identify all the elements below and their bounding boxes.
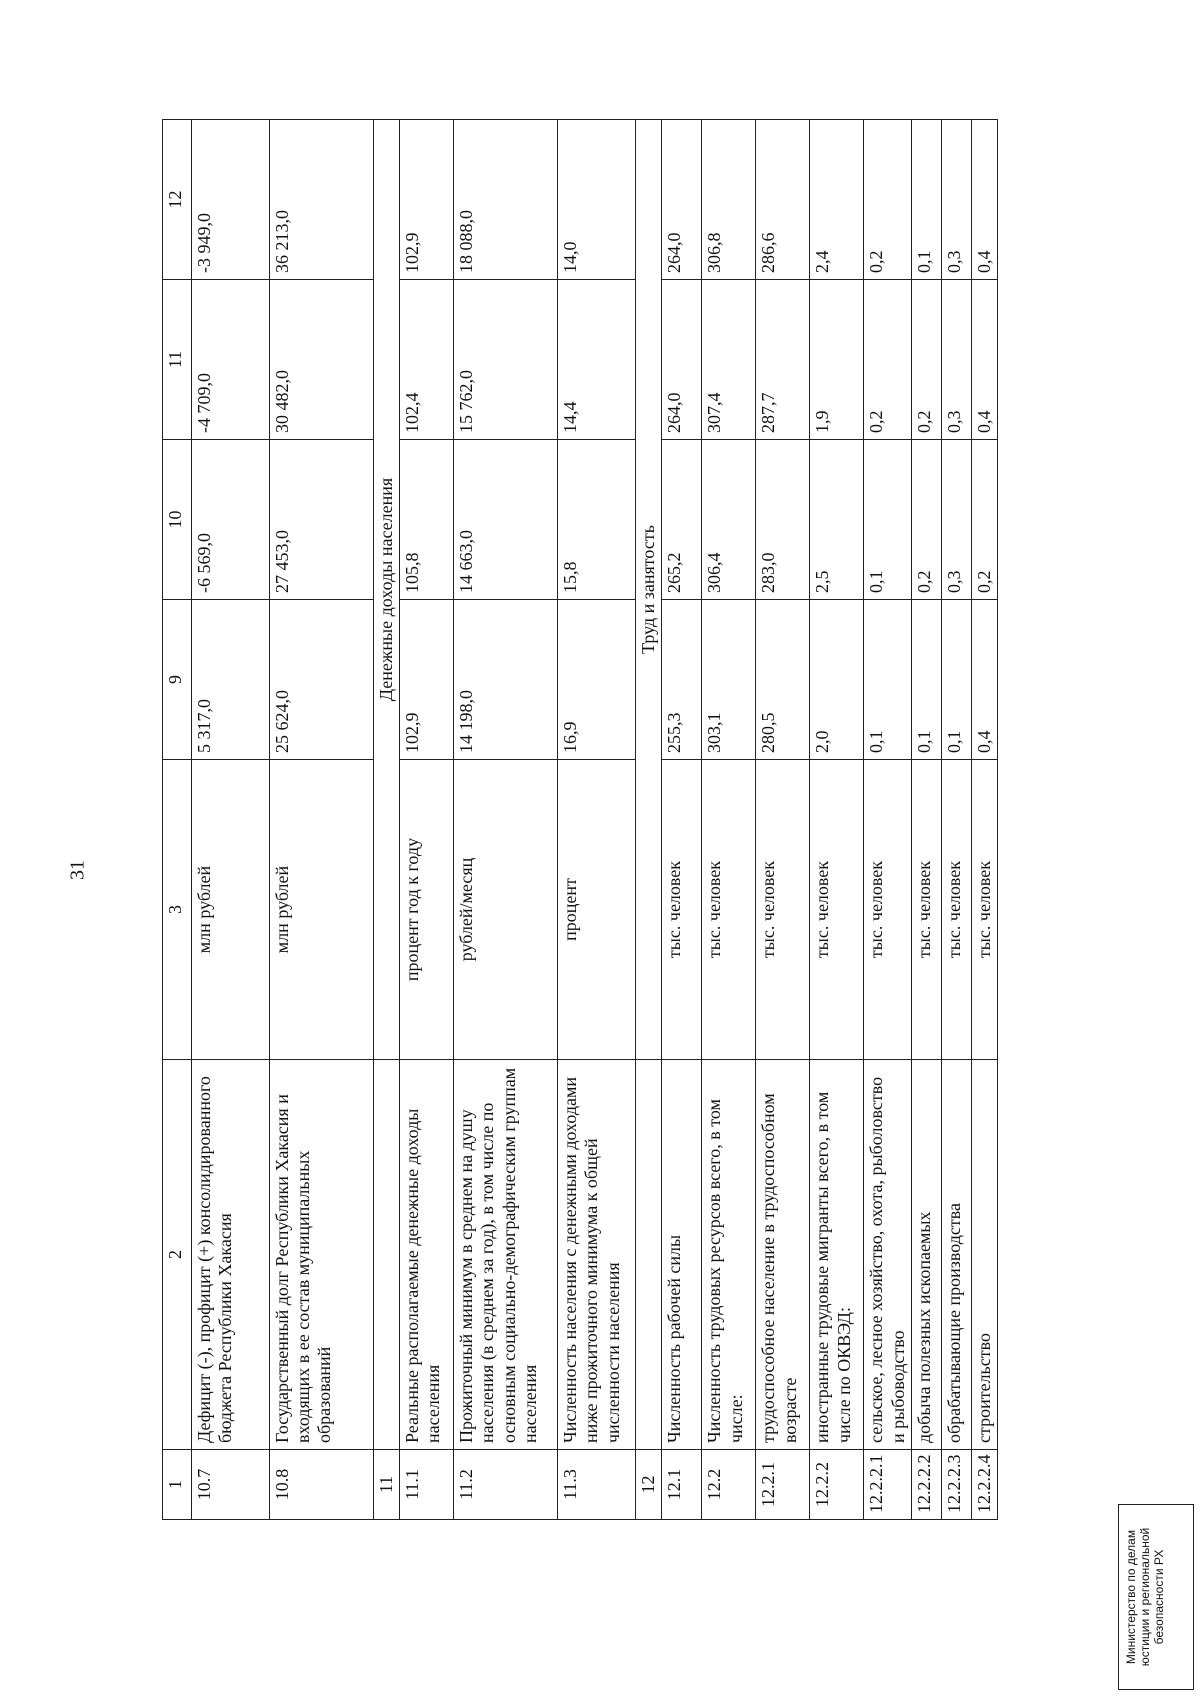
row-code: 12.1 (662, 1450, 702, 1520)
stamp-line: Министерство по делам (1124, 1529, 1138, 1665)
value-col-10: 283,0 (756, 440, 810, 600)
value-col-9: 280,5 (756, 600, 810, 760)
row-unit: тыс. человек (662, 760, 702, 1060)
row-unit: тыс. человек (941, 760, 971, 1060)
row-name: Реальные располагаемые денежные доходы населения (400, 1060, 454, 1450)
value-col-12: 0,4 (971, 120, 997, 280)
row-name: иностранные трудовые мигранты всего, в том числе по ОКВЭД: (810, 1060, 864, 1450)
table-row (941, 120, 971, 1520)
value-col-11: 287,7 (756, 280, 810, 440)
header-cell: 2 (163, 1060, 192, 1450)
value-col-10: 0,1 (864, 440, 911, 600)
table-row (192, 120, 270, 1520)
header-cell: 10 (163, 440, 192, 600)
row-name: добыча полезных ископаемых (911, 1060, 941, 1450)
table-row (662, 120, 702, 1520)
value-col-12: 102,9 (400, 120, 454, 280)
table-row (702, 120, 756, 1520)
header-row (163, 120, 192, 1520)
row-unit: млн рублей (192, 760, 270, 1060)
section-title: Денежные доходы населения (374, 120, 400, 1060)
value-col-12: -3 949,0 (192, 120, 270, 280)
value-col-10: 15,8 (558, 440, 636, 600)
row-code: 10.8 (270, 1450, 374, 1520)
header-cell: 12 (163, 120, 192, 280)
row-unit: рублей/месяц (454, 760, 558, 1060)
value-col-10: 0,2 (911, 440, 941, 600)
row-name: Прожиточный минимум в среднем на душу населения (в среднем за год), в том числе по основным социально-демографическим группам населения (454, 1060, 558, 1450)
value-col-11: -4 709,0 (192, 280, 270, 440)
value-col-12: 14,0 (558, 120, 636, 280)
section-code: 11 (374, 1450, 400, 1520)
section-title: Труд и занятость (636, 120, 662, 1060)
value-col-9: 255,3 (662, 600, 702, 760)
row-code: 12.2.1 (756, 1450, 810, 1520)
row-name: Численность трудовых ресурсов всего, в том числе: (702, 1060, 756, 1450)
value-col-9: 0,4 (971, 600, 997, 760)
value-col-10: 105,8 (400, 440, 454, 600)
value-col-12: 36 213,0 (270, 120, 374, 280)
value-col-11: 102,4 (400, 280, 454, 440)
value-col-12: 2,4 (810, 120, 864, 280)
table-row (454, 120, 558, 1520)
table-row (270, 120, 374, 1520)
value-col-10: 2,5 (810, 440, 864, 600)
header-cell: 3 (163, 760, 192, 1060)
value-col-11: 1,9 (810, 280, 864, 440)
row-unit: млн рублей (270, 760, 374, 1060)
table-row (810, 120, 864, 1520)
value-col-9: 0,1 (941, 600, 971, 760)
header-cell: 9 (163, 600, 192, 760)
row-name: Численность рабочей силы (662, 1060, 702, 1450)
value-col-12: 0,1 (911, 120, 941, 280)
header-cell: 1 (163, 1450, 192, 1520)
stamp-line: безопасности РХ (1151, 1549, 1166, 1645)
value-col-11: 0,3 (941, 280, 971, 440)
row-code: 10.7 (192, 1450, 270, 1520)
value-col-10: 0,2 (971, 440, 997, 600)
row-unit: тыс. человек (810, 760, 864, 1060)
value-col-10: 0,3 (941, 440, 971, 600)
row-unit: процент год к году (400, 760, 454, 1060)
value-col-12: 18 088,0 (454, 120, 558, 280)
value-col-11: 0,2 (911, 280, 941, 440)
section-row (374, 120, 400, 1520)
row-code: 11.1 (400, 1450, 454, 1520)
section-spacer (374, 1060, 400, 1450)
row-name: сельское, лесное хозяйство, охота, рыболовство и рыбоводство (864, 1060, 911, 1450)
rotated-table-canvas (162, 120, 1122, 1520)
row-name: Дефицит (-), профицит (+) консолидированного бюджета Республики Хакасия (192, 1060, 270, 1450)
row-name: строительство (971, 1060, 997, 1450)
value-col-9: 102,9 (400, 600, 454, 760)
row-name: Государственный долг Республики Хакасия и входящих в ее состав муниципальных образований (270, 1060, 374, 1450)
row-code: 12.2.2.1 (864, 1450, 911, 1520)
page-number: 31 (66, 860, 89, 880)
table-body (163, 120, 998, 1520)
header-cell: 11 (163, 280, 192, 440)
row-code: 12.2.2.3 (941, 1450, 971, 1520)
value-col-11: 15 762,0 (454, 280, 558, 440)
value-col-9: 16,9 (558, 600, 636, 760)
row-unit: тыс. человек (971, 760, 997, 1060)
value-col-12: 0,2 (864, 120, 911, 280)
ministry-stamp (1118, 1504, 1194, 1690)
value-col-9: 25 624,0 (270, 600, 374, 760)
value-col-9: 5 317,0 (192, 600, 270, 760)
table-row (756, 120, 810, 1520)
value-col-11: 30 482,0 (270, 280, 374, 440)
value-col-12: 286,6 (756, 120, 810, 280)
row-unit: процент (558, 760, 636, 1060)
value-col-12: 306,8 (702, 120, 756, 280)
row-code: 12.2 (702, 1450, 756, 1520)
row-name: трудоспособное население в трудоспособном возрасте (756, 1060, 810, 1450)
row-code: 11.3 (558, 1450, 636, 1520)
table-row (558, 120, 636, 1520)
row-name: обрабатывающие производства (941, 1060, 971, 1450)
value-col-10: -6 569,0 (192, 440, 270, 600)
row-code: 12.2.2.2 (911, 1450, 941, 1520)
table-row (911, 120, 941, 1520)
value-col-10: 306,4 (702, 440, 756, 600)
row-unit: тыс. человек (911, 760, 941, 1060)
row-name: Численность населения с денежными доходами ниже прожиточного минимума к общей численности населения (558, 1060, 636, 1450)
value-col-10: 265,2 (662, 440, 702, 600)
value-col-10: 14 663,0 (454, 440, 558, 600)
section-code: 12 (636, 1450, 662, 1520)
value-col-11: 264,0 (662, 280, 702, 440)
value-col-11: 307,4 (702, 280, 756, 440)
value-col-12: 0,3 (941, 120, 971, 280)
value-col-12: 264,0 (662, 120, 702, 280)
value-col-9: 0,1 (911, 600, 941, 760)
section-spacer (636, 1060, 662, 1450)
value-col-10: 27 453,0 (270, 440, 374, 600)
value-col-9: 0,1 (864, 600, 911, 760)
table-row (971, 120, 997, 1520)
value-col-9: 2,0 (810, 600, 864, 760)
value-col-9: 14 198,0 (454, 600, 558, 760)
row-unit: тыс. человек (756, 760, 810, 1060)
value-col-9: 303,1 (702, 600, 756, 760)
stamp-line: юстиции и региональной (1137, 1527, 1152, 1667)
data-table (162, 119, 998, 1520)
row-unit: тыс. человек (864, 760, 911, 1060)
table-row (864, 120, 911, 1520)
section-row (636, 120, 662, 1520)
row-code: 11.2 (454, 1450, 558, 1520)
value-col-11: 0,2 (864, 280, 911, 440)
value-col-11: 14,4 (558, 280, 636, 440)
row-code: 12.2.2 (810, 1450, 864, 1520)
table-row (400, 120, 454, 1520)
value-col-11: 0,4 (971, 280, 997, 440)
row-code: 12.2.2.4 (971, 1450, 997, 1520)
row-unit: тыс. человек (702, 760, 756, 1060)
